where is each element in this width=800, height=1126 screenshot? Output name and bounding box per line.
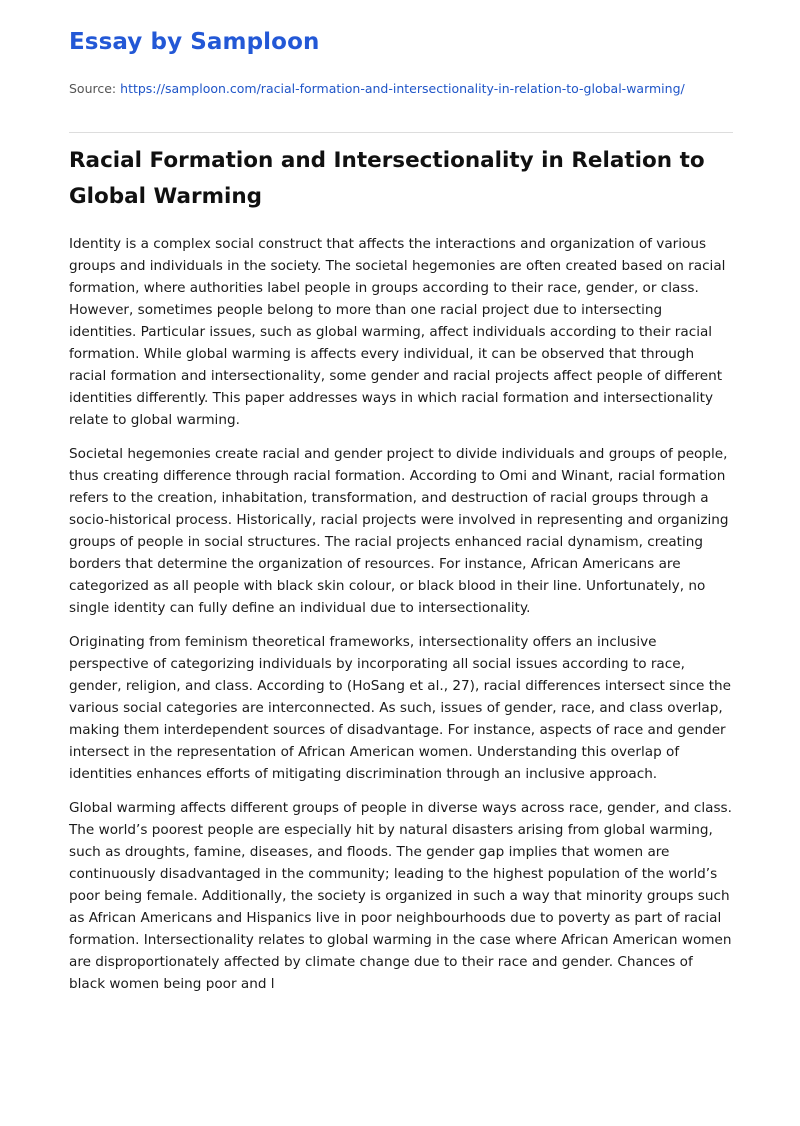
header-divider	[69, 132, 733, 133]
site-brand[interactable]: Essay by Samploon	[69, 29, 320, 55]
essay-title: Racial Formation and Intersectionality in Relation to Global Warming	[69, 148, 705, 209]
essay-paragraph: Originating from feminism theoretical frameworks, intersectionality offers an inclusive perspective of categorizing individuals by incorporating all social issues according to race, gender, religion, and class. According to (HoSang et al., 27), racial differences intersect since the various social categories are interconnected. As such, issues of gender, race, and class overlap, making them interdependent sources of disadvantage. For instance, aspects of race and gender intersect in the representation of African American women. Understanding this overlap of identities enhances efforts of mitigating discrimination through an inclusive approach.	[69, 634, 732, 782]
source-link[interactable]: https://samploon.com/racial-formation-and-intersectionality-in-relation-to-global-warming/	[120, 81, 685, 96]
essay-body	[69, 233, 733, 1007]
essay-paragraph: Societal hegemonies create racial and gender project to divide individuals and groups of people, thus creating difference through racial formation. According to Omi and Winant, racial formation refers to the creation, inhabitation, transformation, and destruction of racial groups through a socio-historical process. Historically, racial projects were involved in representing and organizing groups of people in social structures. The racial projects enhanced racial dynamism, creating borders that determine the organization of resources. For instance, African Americans are categorized as all people with black skin colour, or black blood in their line. Unfortunately, no single identity can fully define an individual due to intersectionality.	[69, 446, 729, 616]
essay-paragraph: Identity is a complex social construct that affects the interactions and organization of various groups and individuals in the society. The societal hegemonies are often created based on racial formation, where authorities label people in groups according to their race, gender, or class. However, sometimes people belong to more than one racial project due to intersecting identities. Particular issues, such as global warming, affect individuals according to their racial formation. While global warming is affects every individual, it can be observed that through racial formation and intersectionality, some gender and racial projects affect people of different identities differently. This paper addresses ways in which racial formation and intersectionality relate to global warming.	[69, 236, 726, 428]
essay-paragraph: Global warming affects different groups of people in diverse ways across race, gender, and class. The world’s poorest people are especially hit by natural disasters arising from global warming, such as droughts, famine, diseases, and floods. The gender gap implies that women are continuously disadvantaged in the community; leading to the highest population of the world’s poor being female. Additionally, the society is organized in such a way that minority groups such as African Americans and Hispanics live in poor neighbourhoods due to poverty as part of racial formation. Intersectionality relates to global warming in the case where African American women are disproportionately affected by climate change due to their race and gender. Chances of black women being poor and l	[69, 800, 732, 992]
source-line	[69, 79, 733, 99]
source-label: Source:	[69, 81, 117, 96]
